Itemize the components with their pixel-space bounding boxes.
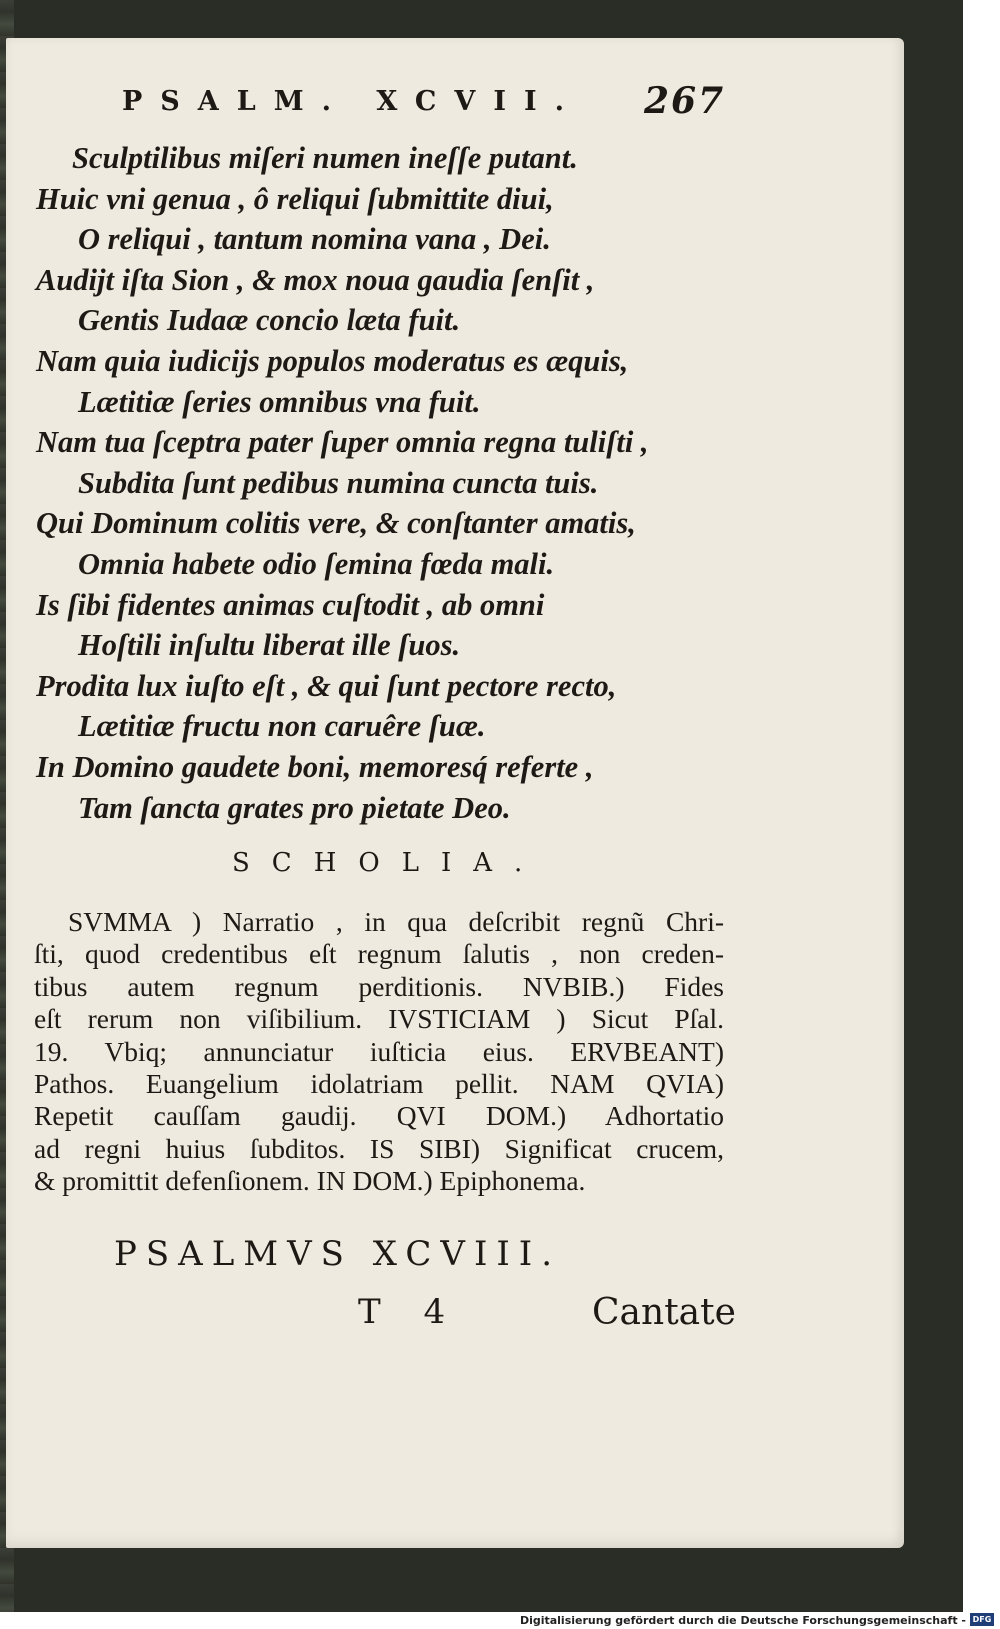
verse-line: Sculptilibus miſeri numen ineſſe putant. bbox=[72, 141, 578, 175]
next-psalm-title: PSALMVS XCVIII. bbox=[114, 1234, 562, 1274]
verse-line: Hoſtili inſultu liberat ille ſuos. bbox=[78, 628, 461, 663]
verse-line: Huic vni genua , ô reliqui ſubmittite diui, bbox=[36, 181, 554, 216]
scholia-commentary bbox=[34, 906, 724, 1198]
scholia-line: ſti, quod credentibus eſt regnum ſalutis , non creden- bbox=[34, 938, 724, 970]
scholia-line: eſt rerum non viſibilium. IVSTICIAM ) Sicut Pſal. bbox=[34, 1003, 724, 1035]
digitization-credit: Digitalisierung gefördert durch die Deutsche Forschungsgemeinschaft - bbox=[519, 1614, 966, 1627]
psalm-verse-text bbox=[36, 138, 716, 828]
verse-line: Lætitiæ fructu non caruêre ſuæ. bbox=[78, 709, 486, 744]
page-number: 267 bbox=[644, 80, 726, 122]
verse-line: Omnia habete odio ſemina fœda mali. bbox=[78, 546, 555, 581]
verse-line: Nam quia iudicijs populos moderatus es æquis, bbox=[36, 343, 629, 378]
verse-line: Is ſibi fidentes animas cuſtodit , ab omni bbox=[36, 587, 545, 622]
scholia-line: & promittit defenſionem. IN DOM.) Epiphonema. bbox=[34, 1165, 586, 1197]
verse-line: Subdita ſunt pedibus numina cuncta tuis. bbox=[78, 465, 599, 500]
scholia-line: SVMMA ) Narratio , in qua deſcribit regnũ Chri- bbox=[68, 906, 724, 937]
scholia-line: 19. Vbiq; annunciatur iuſticia eius. ERVBEANT) bbox=[34, 1035, 724, 1067]
verse-line: Qui Dominum colitis vere, & conſtanter amatis, bbox=[36, 506, 636, 541]
verse-line: Nam tua ſceptra pater ſuper omnia regna tuliſti , bbox=[36, 425, 649, 460]
verse-line: Gentis Iudaæ concio læta fuit. bbox=[78, 303, 461, 338]
verse-line: Audijt iſta Sion , & mox noua gaudia ſenſit , bbox=[36, 262, 595, 297]
verse-line: In Domino gaudete boni, memoresq́ referte , bbox=[36, 749, 594, 784]
verse-line: Lætitiæ ſeries omnibus vna fuit. bbox=[78, 384, 481, 419]
catchword: Cantate bbox=[592, 1292, 736, 1333]
scholia-line: ad regni huius ſubditos. IS SIBI) Significat crucem, bbox=[34, 1132, 724, 1164]
book-page bbox=[6, 38, 904, 1548]
scholia-line: Pathos. Euangelium idolatriam pellit. NAM QVIA) bbox=[34, 1068, 724, 1100]
dfg-logo: DFG bbox=[970, 1613, 994, 1626]
scholia-line: tibus autem regnum perditionis. NVBIB.) Fides bbox=[34, 970, 724, 1002]
running-head: PSALM. XCVII. bbox=[122, 86, 582, 117]
verse-line: Tam ſancta grates pro pietate Deo. bbox=[78, 790, 511, 825]
scholia-line: Repetit cauſſam gaudij. QVI DOM.) Adhortatio bbox=[34, 1100, 724, 1132]
verse-line: Prodita lux iuſto eſt , & qui ſunt pectore recto, bbox=[36, 668, 617, 703]
signature-mark: T 4 bbox=[358, 1292, 462, 1332]
scholia-heading: SCHOLIA. bbox=[232, 848, 545, 878]
verse-line: O reliqui , tantum nomina vana , Dei. bbox=[78, 222, 551, 257]
